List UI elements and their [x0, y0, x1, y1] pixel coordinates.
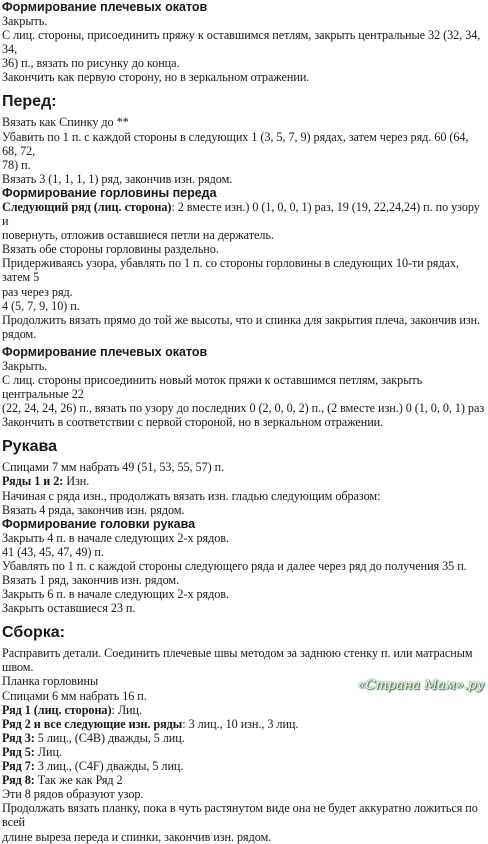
paragraph: Спицами 7 мм набрать 49 (51, 53, 55, 57) п. — [2, 460, 225, 475]
paragraph: Закрыть 4 п. в начале следующих 2-х рядов. — [2, 530, 230, 545]
row-text: Изн. — [63, 474, 90, 489]
paragraph: Вязать обе стороны горловины раздельно. — [2, 242, 219, 257]
row-label: Ряд 2 и все следующие изн. ряды — [2, 716, 183, 731]
paragraph — [2, 703, 486, 717]
paragraph: Закончить как первую сторону, но в зеркальном отражении. — [2, 70, 310, 85]
paragraph: Начиная с ряда изн., продолжать вязать изн. гладью следующим образом: — [2, 488, 381, 503]
row-label: Ряды 1 и 2: — [2, 474, 64, 489]
paragraph — [2, 745, 486, 759]
paragraph: С лиц. стороны, присоединить пряжу к оставшимся петлям, закрыть центральные 32 (32, 34, 34, — [2, 28, 481, 57]
paragraph: 36) п., вязать по рисунку до конца. — [2, 56, 180, 71]
paragraph: Вязать 4 ряда, закончив изн. рядом. — [2, 502, 185, 517]
paragraph: (22, 24, 24, 26) п., вязать по узору до последних 0 (2, 0, 0, 2) п., (2 вместе изн.) 0 (1, 0, 0, 1) раз — [2, 401, 485, 416]
paragraph: Продолжать вязать планку, пока в чуть растянутом виде она не будет аккуратно ложиться по всей — [2, 801, 478, 830]
site-watermark: «Страна Мам».ру — [357, 678, 484, 693]
paragraph — [2, 773, 486, 787]
paragraph: Закрыть. — [2, 358, 48, 373]
row-text: 3 лиц., (С4F) дважды, 5 лиц. — [34, 759, 184, 774]
paragraph — [2, 759, 486, 773]
paragraph: Продолжить вязать прямо до той же высоты, что и спинка для закрытия плеча, закончив изн. — [2, 312, 481, 327]
row-label: Следующий ряд (лиц. сторона) — [2, 199, 172, 214]
section-title-sleeves: Рукава — [2, 438, 57, 456]
section-title-assembly: Сборка: — [2, 624, 66, 642]
paragraph: Закрыть оставшиеся 23 п. — [2, 601, 136, 616]
row-text: Лиц. — [34, 744, 62, 759]
section-title-shoulder-shaping-front: Формирование плечевых окатов — [2, 344, 208, 359]
paragraph — [2, 731, 486, 745]
paragraph: Вязать 1 ряд, закончив изн. рядом. — [2, 573, 180, 587]
paragraph: С лиц. стороны присоединить новый моток пряжи к оставшимся петлям, закрыть центральные 22 — [2, 372, 423, 402]
paragraph: 78) п. — [2, 157, 31, 172]
paragraph: Эти 8 рядов образуют узор. — [2, 787, 144, 802]
row-label: Ряд 3: — [2, 730, 35, 745]
row-label: Ряд 7: — [2, 759, 35, 774]
paragraph — [2, 200, 486, 228]
paragraph: Спицами 6 мм набрать 16 п. — [2, 688, 147, 703]
paragraph — [2, 474, 486, 488]
row-label: Ряд 5: — [2, 744, 35, 759]
row-text: 5 лиц., (С4В) дважды, 5 лиц. — [34, 730, 185, 745]
paragraph: Придерживаясь узора, убавлять по 1 п. со стороны горловины в следующих 10-ти рядах, затем 5 — [2, 256, 459, 285]
row-text: : 2 вместе изн.) 0 (1, 0, 0, 1) раз, 19 (19, 22,24,24) п. по узору и — [2, 199, 480, 229]
paragraph: Закрыть. — [2, 14, 48, 28]
section-title-front-neck-shaping: Формирование горловины переда — [2, 185, 217, 200]
section-title-front: Перед: — [2, 93, 57, 111]
paragraph: Закрыть 6 п. в начале следующих 2-х рядов. — [2, 587, 230, 602]
paragraph: рядом. — [2, 326, 37, 341]
row-text: : 3 лиц., 10 изн., 3 лиц. — [182, 716, 299, 731]
row-text: : Лиц. — [111, 702, 142, 717]
row-label: Ряд 8: — [2, 773, 35, 788]
paragraph: повернуть, отложив оставшиеся петли на держатель. — [2, 228, 274, 243]
paragraph: 4 (5, 7, 9, 10) п. — [2, 298, 80, 313]
paragraph — [2, 717, 486, 731]
paragraph: Закончить в соответствии с первой стороной, но в зеркальном отражении. — [2, 415, 384, 430]
paragraph: Расправить детали. Соединить плечевые швы методом за заднюю стенку п. или матрасным швом. — [2, 646, 473, 675]
paragraph: Планка горловины — [2, 674, 99, 689]
paragraph: раз через ряд. — [2, 284, 73, 299]
paragraph: Вязать как Спинку до ** — [2, 115, 129, 130]
row-text: Так же как Ряд 2 — [34, 773, 123, 788]
paragraph: 41 (43, 45, 47, 49) п. — [2, 544, 104, 559]
paragraph: Убавлять по 1 п. с каждой стороны следующего ряда и далее через ряд до получения 35 п. — [2, 558, 467, 573]
paragraph: Убавить по 1 п. с каждой стороны в следующих 1 (3, 5, 7, 9) рядах, затем через ряд. 60 (64, 68, 72, — [2, 129, 469, 158]
section-title-sleeve-cap-shaping: Формирование головки рукава — [2, 516, 196, 531]
paragraph: Вязать 3 (1, 1, 1, 1) ряд, закончив изн. рядом. — [2, 171, 233, 186]
section-title-shoulder-shaping-back: Формирование плечевых окатов — [2, 0, 208, 14]
paragraph: длине выреза переда и спинки, закончив изн. рядом. — [2, 829, 272, 844]
row-label: Ряд 1 (лиц. сторона) — [2, 702, 112, 717]
